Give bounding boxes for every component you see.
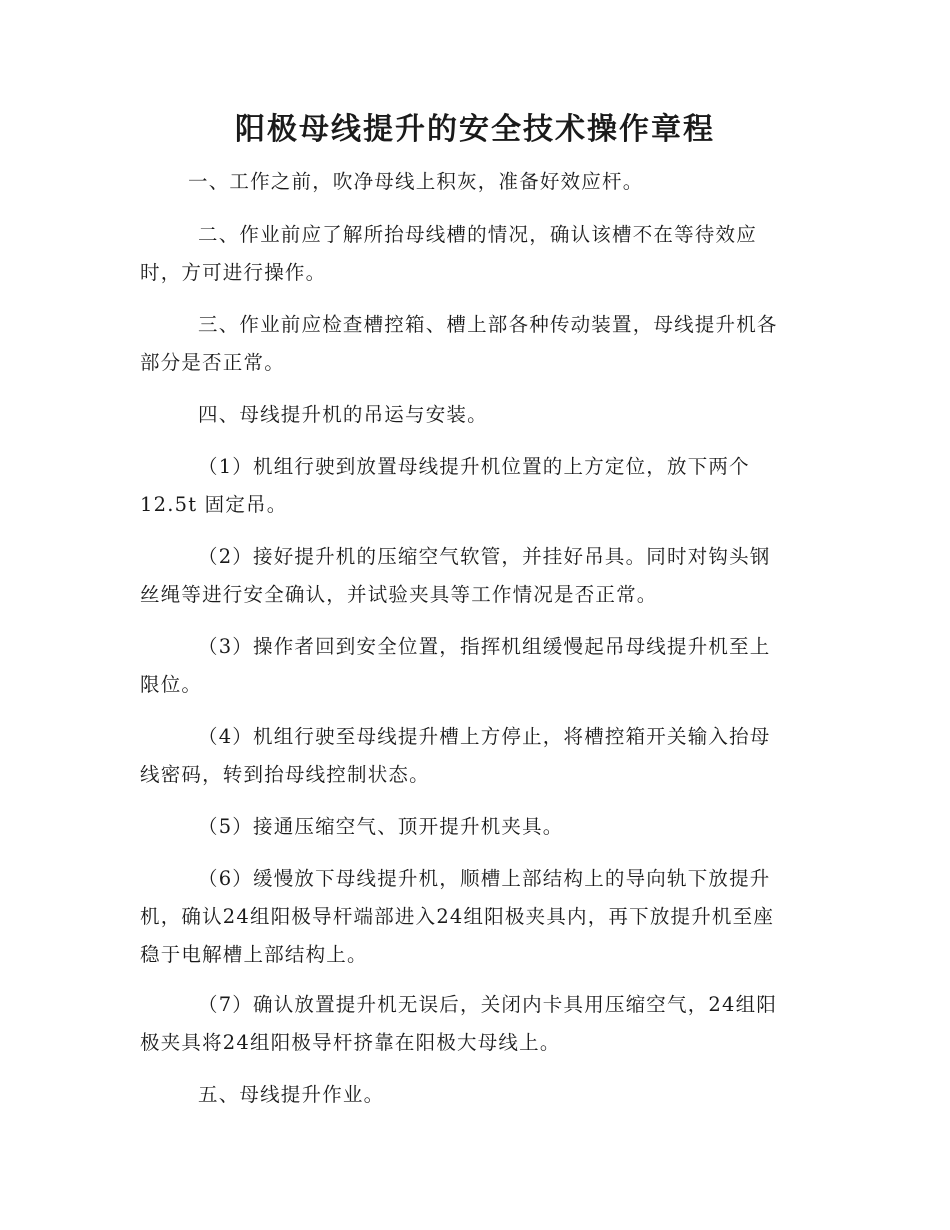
paragraph-line: （7）确认放置提升机无误后，关闭内卡具用压缩空气，24组阳 <box>198 993 778 1016</box>
paragraph-2 <box>140 216 812 292</box>
paragraph-line: （4）机组行驶至母线提升槽上方停止，将槽控箱开关输入抬母 <box>198 725 771 748</box>
paragraph-12 <box>140 1076 812 1114</box>
paragraph-line: 机，确认24组阳极导杆端部进入24组阳极夹具内，再下放提升机至座 <box>140 905 775 928</box>
paragraph-line: 部分是否正常。 <box>140 351 285 374</box>
document-title: 阳极母线提升的安全技术操作章程 <box>235 112 715 147</box>
paragraph-9 <box>140 808 812 846</box>
paragraph-line: （5）接通压缩空气、顶开提升机夹具。 <box>198 815 564 838</box>
paragraph-line: 限位。 <box>140 673 203 696</box>
paragraph-line: 三、作业前应检查槽控箱、槽上部各种传动装置，母线提升机各 <box>198 313 778 336</box>
paragraph-5 <box>140 448 812 524</box>
paragraph-6 <box>140 538 812 614</box>
paragraph-line: 丝绳等进行安全确认，并试验夹具等工作情况是否正常。 <box>140 583 658 606</box>
paragraph-10 <box>140 860 812 974</box>
paragraph-line: 五、母线提升作业。 <box>198 1083 385 1106</box>
paragraph-line: 时，方可进行操作。 <box>140 261 327 284</box>
paragraph-line: 二、作业前应了解所抬母线槽的情况，确认该槽不在等待效应 <box>198 223 757 246</box>
paragraph-line: 极夹具将24组阳极导杆挤靠在阳极大母线上。 <box>140 1031 561 1054</box>
paragraph-line: （2）接好提升机的压缩空气软管，并挂好吊具。同时对钩头钢 <box>198 545 771 568</box>
paragraph-line: （1）机组行驶到放置母线提升机位置的上方定位，放下两个 <box>198 455 750 478</box>
paragraph-line: 一、工作之前，吹净母线上积灰，准备好效应杆。 <box>188 170 644 193</box>
paragraph-line: 稳于电解槽上部结构上。 <box>140 943 368 966</box>
paragraph-line: （3）操作者回到安全位置，指挥机组缓慢起吊母线提升机至上 <box>198 635 771 658</box>
paragraph-line: （6）缓慢放下母线提升机，顺槽上部结构上的导向轨下放提升 <box>198 867 771 890</box>
paragraph-11 <box>140 986 812 1062</box>
paragraph-3 <box>140 306 812 382</box>
paragraph-line: 12.5t 固定吊。 <box>140 493 288 516</box>
paragraph-7 <box>140 628 812 704</box>
paragraph-1 <box>140 163 812 201</box>
paragraph-line: 线密码，转到抬母线控制状态。 <box>140 763 430 786</box>
paragraph-8 <box>140 718 812 794</box>
paragraph-4 <box>140 396 812 434</box>
paragraph-line: 四、母线提升机的吊运与安装。 <box>198 403 488 426</box>
